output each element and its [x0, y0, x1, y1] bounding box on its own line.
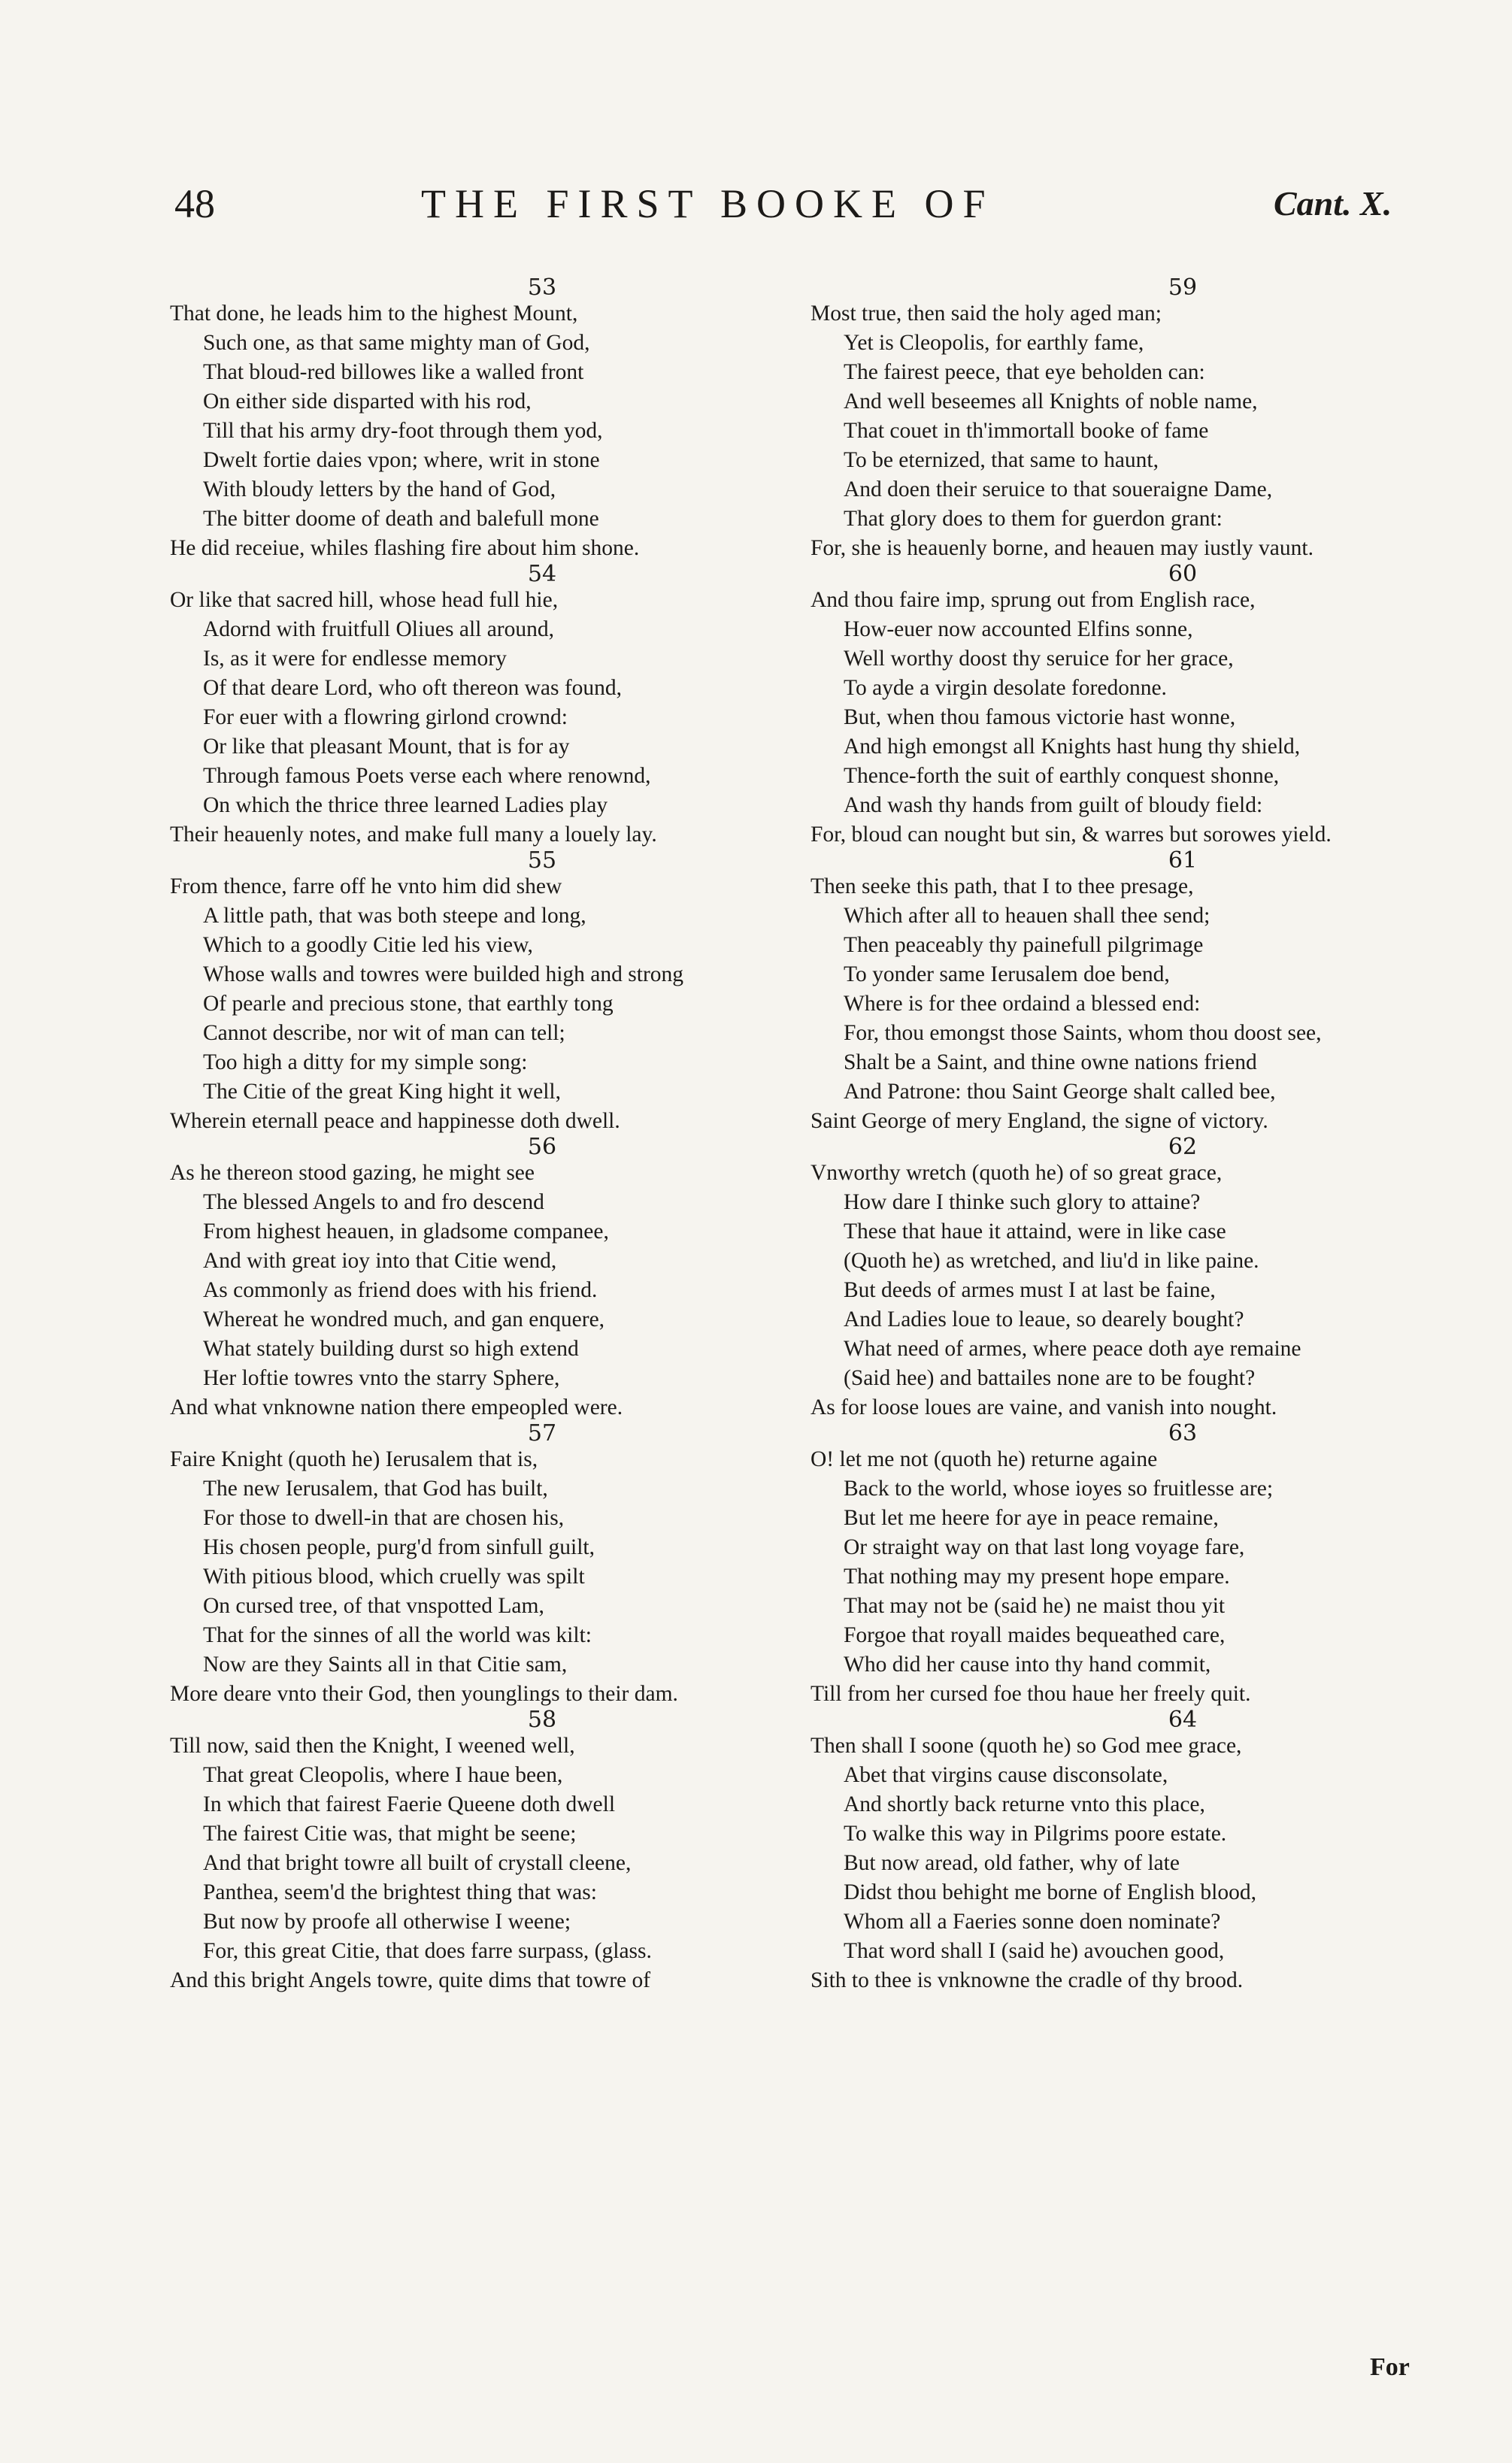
verse-line: His chosen people, purg'd from sinfull guilt, — [203, 1535, 595, 1559]
stanza — [170, 274, 786, 563]
page-header — [0, 180, 1512, 241]
verse-line: That bloud-red billowes like a walled front — [203, 360, 584, 384]
stanza — [811, 847, 1427, 1136]
verse-line: And doen their seruice to that soueraigne Dame, — [844, 477, 1273, 501]
canto-label: Cant. X. — [1274, 184, 1392, 223]
stanza — [170, 563, 786, 850]
verse-line: The Citie of the great King hight it well, — [203, 1080, 561, 1104]
verse-line: That great Cleopolis, where I haue been, — [203, 1763, 563, 1787]
verse-line: Thence-forth the suit of earthly conquest shonne, — [844, 764, 1280, 788]
verse-line: Shalt be a Saint, and thine owne nations friend — [844, 1050, 1257, 1074]
verse-line: And wash thy hands from guilt of bloudy field: — [844, 793, 1263, 817]
verse-line: Vnworthy wretch (quoth he) of so great grace, — [811, 1161, 1223, 1185]
verse-line: Whereat he wondred much, and gan enquere, — [203, 1307, 605, 1331]
stanza-number: 63 — [1168, 1420, 1198, 1447]
verse-line: Then peaceably thy painefull pilgrimage — [844, 933, 1204, 957]
stanza — [811, 1136, 1427, 1422]
stanza — [170, 847, 786, 1136]
verse-line: Is, as it were for endlesse memory — [203, 647, 507, 671]
verse-line: With pitious blood, which cruelly was spilt — [203, 1565, 585, 1589]
verse-line: That may not be (said he) ne maist thou yit — [844, 1594, 1226, 1618]
verse-line: More deare vnto their God, then younglings to their dam. — [170, 1682, 678, 1706]
verse-line: And what vnknowne nation there empeopled were. — [170, 1395, 623, 1419]
verse-line: Dwelt fortie daies vpon; where, writ in stone — [203, 448, 600, 472]
verse-line: Most true, then said the holy aged man; — [811, 301, 1162, 326]
verse-line: A little path, that was both steepe and long, — [203, 904, 586, 928]
verse-line: Whose walls and towres were builded high and strong — [203, 962, 684, 986]
verse-line: And this bright Angels towre, quite dims that towre of — [170, 1968, 651, 1992]
verse-line: Didst thou behight me borne of English blood, — [844, 1880, 1256, 1904]
verse-line: Their heauenly notes, and make full many a louely lay. — [170, 823, 657, 847]
verse-line: The fairest peece, that eye beholden can: — [844, 360, 1205, 384]
verse-line: Forgoe that royall maides bequeathed care, — [844, 1623, 1226, 1647]
verse-line: Which after all to heauen shall thee send; — [844, 904, 1211, 928]
right-column — [811, 274, 1427, 1995]
stanza-number: 54 — [527, 561, 557, 587]
stanza — [170, 1709, 786, 1995]
verse-line: Adornd with fruitfull Oliues all around, — [203, 617, 555, 641]
verse-line: To ayde a virgin desolate foredonne. — [844, 676, 1167, 700]
verse-line: To be eternized, that same to haunt, — [844, 448, 1159, 472]
verse-line: (Quoth he) as wretched, and liu'd in like paine. — [844, 1249, 1259, 1273]
verse-line: From thence, farre off he vnto him did shew — [170, 874, 562, 898]
verse-line: Which to a goodly Citie led his view, — [203, 933, 533, 957]
verse-line: For those to dwell-in that are chosen his, — [203, 1506, 565, 1530]
verse-line: And Ladies loue to leaue, so dearely bought? — [844, 1307, 1244, 1331]
verse-line: Too high a ditty for my simple song: — [203, 1050, 528, 1074]
verse-line: From highest heauen, in gladsome companee, — [203, 1219, 609, 1244]
verse-line: And shortly back returne vnto this place, — [844, 1792, 1205, 1816]
verse-line: Through famous Poets verse each where renownd, — [203, 764, 651, 788]
verse-line: And well beseemes all Knights of noble name, — [844, 389, 1258, 414]
verse-line: Then seeke this path, that I to thee presage, — [811, 874, 1194, 898]
verse-line: These that haue it attaind, were in like case — [844, 1219, 1226, 1244]
page-number: 48 — [174, 181, 215, 226]
verse-line: As for loose loues are vaine, and vanish into nought. — [811, 1395, 1277, 1419]
stanza — [170, 1422, 786, 1709]
verse-line: Or straight way on that last long voyage fare, — [844, 1535, 1245, 1559]
verse-line: For, this great Citie, that does farre surpass, (glass. — [203, 1939, 652, 1963]
verse-line: Saint George of mery England, the signe of victory. — [811, 1109, 1268, 1133]
verse-line: And high emongst all Knights hast hung thy shield, — [844, 735, 1301, 759]
verse-line: As commonly as friend does with his friend. — [203, 1278, 598, 1302]
verse-line: Now are they Saints all in that Citie sam, — [203, 1653, 568, 1677]
verse-line: That for the sinnes of all the world was kilt: — [203, 1623, 592, 1647]
verse-line: Back to the world, whose ioyes so fruitlesse are; — [844, 1477, 1274, 1501]
verse-line: But now aread, old father, why of late — [844, 1851, 1180, 1875]
verse-line: Abet that virgins cause disconsolate, — [844, 1763, 1168, 1787]
verse-line: Of pearle and precious stone, that earthly tong — [203, 992, 614, 1016]
stanza-number: 62 — [1168, 1134, 1198, 1160]
verse-line: In which that fairest Faerie Queene doth dwell — [203, 1792, 616, 1816]
catchword: For — [1370, 2353, 1410, 2381]
stanza — [811, 1709, 1427, 1995]
verse-line: That done, he leads him to the highest Mount, — [170, 301, 578, 326]
verse-line: That glory does to them for guerdon grant: — [844, 507, 1223, 531]
verse-line: But now by proofe all otherwise I weene; — [203, 1910, 571, 1934]
verse-line: Her loftie towres vnto the starry Sphere, — [203, 1366, 560, 1390]
stanza — [811, 563, 1427, 850]
verse-line: But, when thou famous victorie hast wonne, — [844, 705, 1236, 729]
stanza — [170, 1136, 786, 1422]
verse-line: Such one, as that same mighty man of God, — [203, 331, 590, 355]
verse-line: On either side disparted with his rod, — [203, 389, 532, 414]
stanza-number: 64 — [1168, 1707, 1198, 1733]
verse-line: As he thereon stood gazing, he might see — [170, 1161, 535, 1185]
verse-line: The fairest Citie was, that might be seene; — [203, 1822, 577, 1846]
verse-line: That word shall I (said he) avouchen good, — [844, 1939, 1225, 1963]
verse-line: That couet in th'immortall booke of fame — [844, 419, 1209, 443]
verse-line: For euer with a flowring girlond crownd: — [203, 705, 568, 729]
verse-line: Whom all a Faeries sonne doen nominate? — [844, 1910, 1221, 1934]
stanza-number: 61 — [1168, 847, 1198, 874]
verse-line: Yet is Cleopolis, for earthly fame, — [844, 331, 1144, 355]
stanza-number: 55 — [527, 847, 557, 874]
verse-line: And with great ioy into that Citie wend, — [203, 1249, 557, 1273]
verse-line: With bloudy letters by the hand of God, — [203, 477, 556, 501]
verse-line: Of that deare Lord, who oft thereon was found, — [203, 676, 623, 700]
verse-line: For, she is heauenly borne, and heauen may iustly vaunt. — [811, 536, 1314, 560]
verse-line: Who did her cause into thy hand commit, — [844, 1653, 1211, 1677]
left-column — [170, 274, 786, 1995]
verse-line: For, thou emongst those Saints, whom thou doost see, — [844, 1021, 1322, 1045]
verse-line: Sith to thee is vnknowne the cradle of thy brood. — [811, 1968, 1244, 1992]
verse-line: For, bloud can nought but sin, & warres but sorowes yield. — [811, 823, 1332, 847]
stanza-number: 53 — [527, 274, 557, 301]
running-title: THE FIRST BOOKE OF — [421, 181, 995, 226]
verse-line: Till from her cursed foe thou haue her freely quit. — [811, 1682, 1251, 1706]
verse-line: The new Ierusalem, that God has built, — [203, 1477, 548, 1501]
verse-line: But let me heere for aye in peace remaine, — [844, 1506, 1219, 1530]
verse-line: What stately building durst so high extend — [203, 1337, 579, 1361]
stanza-number: 56 — [527, 1134, 557, 1160]
stanza — [811, 274, 1427, 563]
verse-line: To yonder same Ierusalem doe bend, — [844, 962, 1170, 986]
verse-line: And that bright towre all built of crystall cleene, — [203, 1851, 632, 1875]
verse-line: And thou faire imp, sprung out from English race, — [811, 588, 1256, 612]
verse-line: What need of armes, where peace doth aye remaine — [844, 1337, 1301, 1361]
stanza-number: 58 — [527, 1707, 557, 1733]
verse-line: The blessed Angels to and fro descend — [203, 1190, 544, 1214]
verse-line: How-euer now accounted Elfins sonne, — [844, 617, 1193, 641]
verse-line: On cursed tree, of that vnspotted Lam, — [203, 1594, 544, 1618]
verse-line: Well worthy doost thy seruice for her grace, — [844, 647, 1234, 671]
verse-line: Panthea, seem'd the brightest thing that was: — [203, 1880, 597, 1904]
verse-line: The bitter doome of death and balefull mone — [203, 507, 599, 531]
stanza — [811, 1422, 1427, 1709]
verse-line: To walke this way in Pilgrims poore estate. — [844, 1822, 1227, 1846]
verse-line: How dare I thinke such glory to attaine? — [844, 1190, 1201, 1214]
verse-line: On which the thrice three learned Ladies play — [203, 793, 608, 817]
verse-line: Then shall I soone (quoth he) so God mee grace, — [811, 1734, 1242, 1758]
verse-line: Faire Knight (quoth he) Ierusalem that is, — [170, 1447, 538, 1471]
verse-line: Cannot describe, nor wit of man can tell; — [203, 1021, 565, 1045]
stanza-number: 59 — [1168, 274, 1198, 301]
verse-line: Where is for thee ordaind a blessed end: — [844, 992, 1201, 1016]
verse-line: Till now, said then the Knight, I weened well, — [170, 1734, 575, 1758]
verse-line: He did receiue, whiles flashing fire about him shone. — [170, 536, 640, 560]
stanza-number: 60 — [1168, 561, 1198, 587]
verse-line: That nothing may my present hope empare. — [844, 1565, 1230, 1589]
verse-line: Wherein eternall peace and happinesse doth dwell. — [170, 1109, 620, 1133]
verse-line: O! let me not (quoth he) returne againe — [811, 1447, 1158, 1471]
verse-line: Or like that sacred hill, whose head full hie, — [170, 588, 559, 612]
verse-line: But deeds of armes must I at last be faine, — [844, 1278, 1216, 1302]
verse-line: Or like that pleasant Mount, that is for ay — [203, 735, 570, 759]
stanza-number: 57 — [527, 1420, 557, 1447]
verse-line: And Patrone: thou Saint George shalt called bee, — [844, 1080, 1276, 1104]
verse-line: (Said hee) and battailes none are to be fought? — [844, 1366, 1256, 1390]
verse-line: Till that his army dry-foot through them yod, — [203, 419, 603, 443]
